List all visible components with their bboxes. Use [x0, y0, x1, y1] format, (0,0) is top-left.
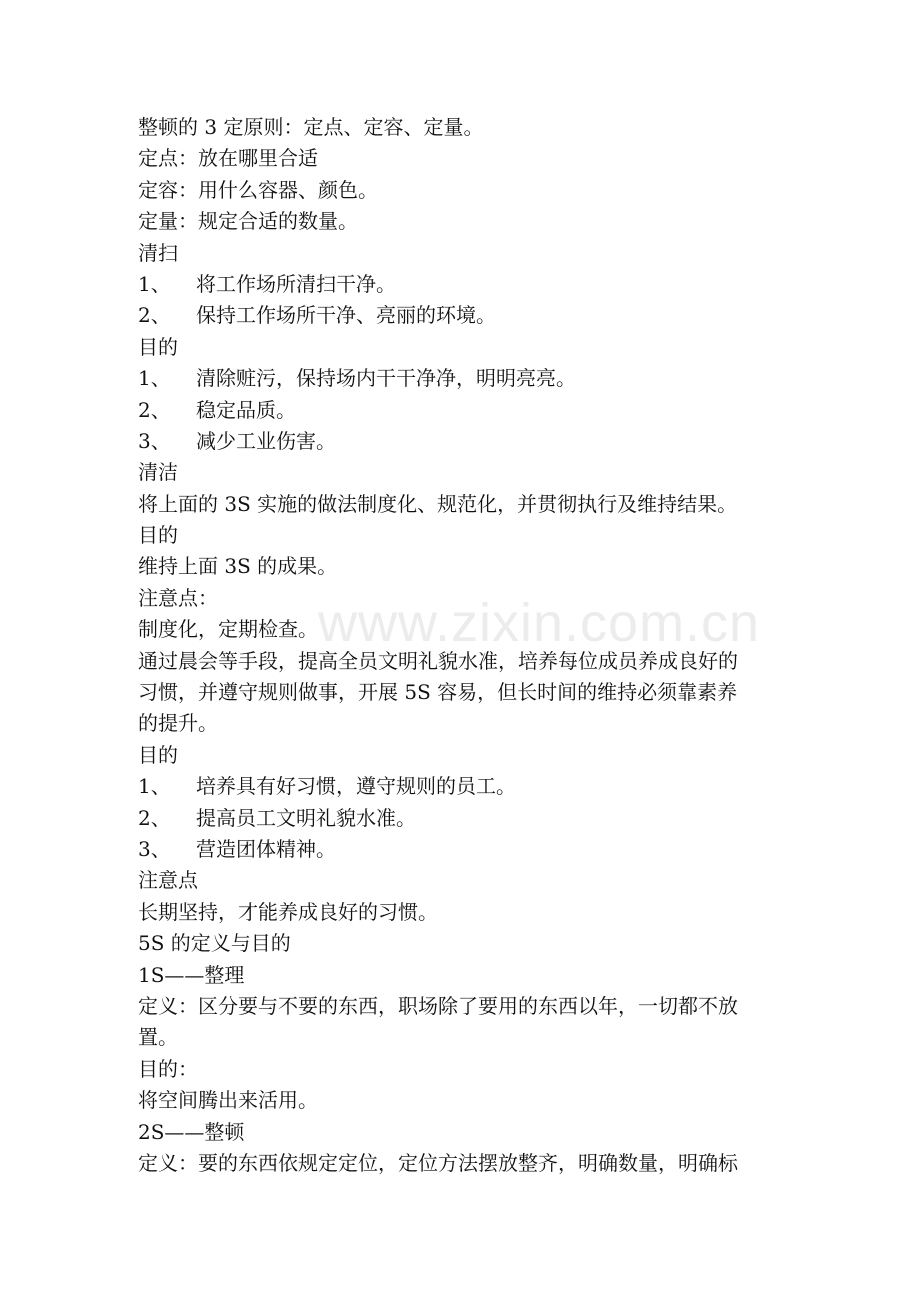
list-item: [138, 426, 788, 457]
list-item-text: 培养具有好习惯，遵守规则的员工。: [196, 774, 516, 799]
text-line: 定容：用什么容器、颜色。: [138, 177, 378, 202]
text-line: 5S 的定义与目的: [138, 931, 291, 956]
list-item-number: 2、: [138, 805, 171, 830]
text-line: 的提升。: [138, 711, 218, 736]
watermark: www.zixin.com.cn: [318, 593, 761, 653]
document-body: [138, 112, 788, 1179]
list-item: [138, 771, 788, 802]
list-item-text: 营造团体精神。: [196, 836, 336, 861]
list-item-text: 将工作场所清扫干净。: [196, 271, 396, 296]
list-item-number: 1、: [138, 774, 171, 799]
text-line: 定量：规定合适的数量。: [138, 209, 358, 234]
text-line: 将上面的 3S 实施的做法制度化、规范化，并贯彻执行及维持结果。: [138, 491, 738, 516]
text-line: 目的: [138, 334, 178, 359]
list-item-number: 1、: [138, 271, 171, 296]
text-line: 注意点: [138, 868, 198, 893]
text-line: 长期坚持，才能养成良好的习惯。: [138, 899, 438, 924]
text-line: 将空间腾出来活用。: [138, 1088, 318, 1113]
text-line: 置。: [138, 1025, 178, 1050]
list-item: [138, 395, 788, 426]
text-line: 定义：要的东西依规定定位，定位方法摆放整齐，明确数量，明确标: [138, 1150, 738, 1175]
text-line: 定点：放在哪里合适: [138, 146, 318, 171]
list-item-number: 3、: [138, 836, 171, 861]
text-line: 目的: [138, 742, 178, 767]
list-item-number: 1、: [138, 366, 171, 391]
list-item-number: 3、: [138, 428, 171, 453]
text-line: 2S——整顿: [138, 1119, 245, 1144]
text-line: 习惯，并遵守规则做事，开展 5S 容易，但长时间的维持必须靠素养: [138, 680, 738, 705]
text-line: 目的: [138, 523, 178, 548]
list-item: [138, 834, 788, 865]
text-line: 清扫: [138, 240, 178, 265]
list-item: [138, 269, 788, 300]
text-line: 制度化，定期检查。: [138, 617, 318, 642]
list-item-text: 减少工业伤害。: [196, 428, 336, 453]
text-line: 通过晨会等手段，提高全员文明礼貌水准，培养每位成员养成良好的: [138, 648, 738, 673]
list-item-text: 保持工作场所干净、亮丽的环境。: [196, 303, 496, 328]
text-line: 整顿的 3 定原则：定点、定容、定量。: [138, 115, 484, 139]
text-line: 1S——整理: [138, 962, 245, 987]
text-line: 定义：区分要与不要的东西，职场除了要用的东西以年，一切都不放: [138, 993, 738, 1018]
text-line: 目的：: [138, 1056, 198, 1081]
list-item: [138, 300, 788, 331]
list-item-number: 2、: [138, 303, 171, 328]
list-item-text: 清除赃污，保持场内干干净净，明明亮亮。: [196, 366, 576, 391]
text-line: 维持上面 3S 的成果。: [138, 554, 338, 579]
list-item: [138, 803, 788, 834]
list-item-number: 2、: [138, 397, 171, 422]
list-item: [138, 363, 788, 394]
text-line: 清洁: [138, 460, 178, 485]
text-line: 注意点：: [138, 585, 218, 610]
list-item-text: 提高员工文明礼貌水准。: [196, 805, 416, 830]
list-item-text: 稳定品质。: [196, 397, 296, 422]
